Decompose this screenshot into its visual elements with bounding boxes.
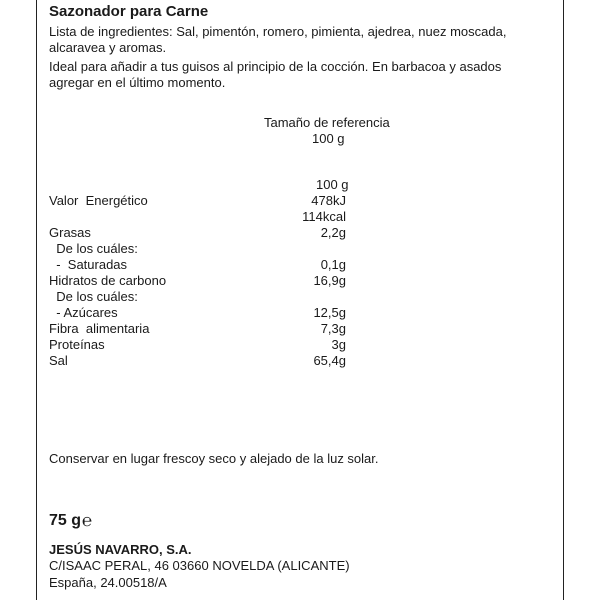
- net-weight-value: 75 g: [49, 512, 82, 529]
- company-registry: España, 24.00518/A: [49, 575, 167, 590]
- nutrition-column-header: 100 g: [316, 177, 349, 192]
- nutrition-row-value: 3g: [331, 337, 346, 352]
- nutrition-row-label: De los cuáles:: [49, 241, 138, 256]
- nutrition-row-label: Valor Energético: [49, 193, 148, 208]
- nutrition-row-value: 12,5g: [313, 305, 346, 320]
- reference-size-label: Tamaño de referencia: [264, 115, 390, 130]
- nutrition-row-label: - Azúcares: [49, 305, 118, 320]
- nutrition-row-value: 114kcal: [302, 209, 346, 224]
- nutrition-row-value: 65,4g: [313, 353, 346, 368]
- ingredients-line-1: Lista de ingredientes: Sal, pimentón, romero, pimienta, ajedrea, nuez moscada,: [49, 24, 507, 39]
- reference-size-amount: 100 g: [312, 131, 345, 146]
- storage-instructions: Conservar en lugar frescoy seco y alejado de la luz solar.: [49, 451, 379, 466]
- company-address: C/ISAAC PERAL, 46 03660 NOVELDA (ALICANTE): [49, 558, 350, 573]
- usage-line-2: agregar en el último momento.: [49, 75, 226, 90]
- nutrition-row-label: Sal: [49, 353, 68, 368]
- nutrition-row-value: 0,1g: [320, 257, 346, 272]
- nutrition-row-value: 7,3g: [320, 321, 346, 336]
- nutrition-row-label: Fibra alimentaria: [49, 321, 150, 336]
- nutrition-row-value: 16,9g: [313, 273, 346, 288]
- nutrition-row-label: Hidratos de carbono: [49, 273, 167, 288]
- estimated-sign: ℮: [82, 511, 93, 530]
- usage-line-1: Ideal para añadir a tus guisos al principio de la cocción. En barbacoa y asados: [49, 59, 502, 74]
- nutrition-row-label: De los cuáles:: [49, 289, 138, 304]
- nutrition-row-value: 2,2g: [320, 225, 346, 240]
- nutrition-row-value: 478kJ: [311, 193, 346, 208]
- ingredients-line-2: alcaravea y aromas.: [49, 40, 167, 55]
- nutrition-row-label: Grasas: [49, 225, 91, 240]
- product-title: Sazonador para Carne: [49, 3, 209, 20]
- nutrition-row-label: - Saturadas: [49, 257, 128, 272]
- company-name: JESÚS NAVARRO, S.A.: [49, 542, 192, 557]
- nutrition-row-label: Proteínas: [49, 337, 105, 352]
- net-weight: [49, 512, 92, 529]
